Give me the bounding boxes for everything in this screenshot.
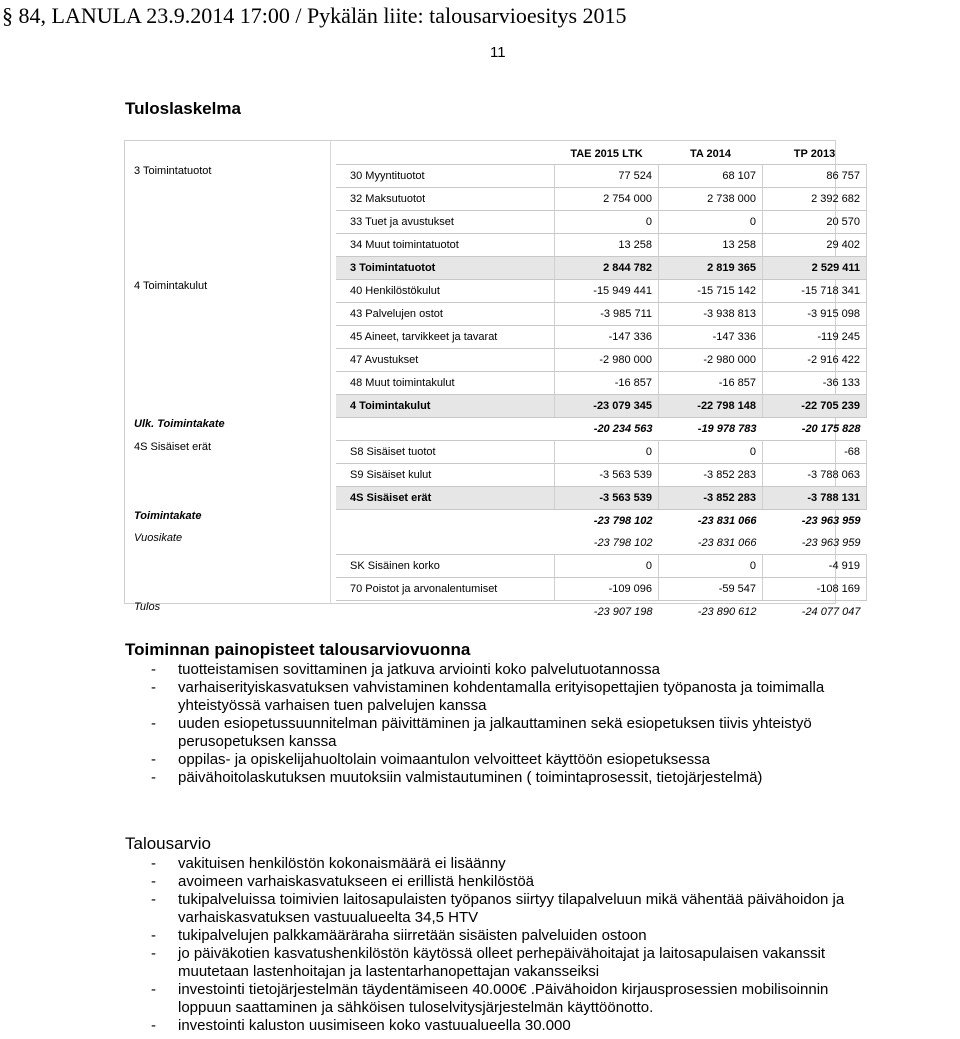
row-value: 2 529 411 — [763, 257, 867, 280]
document-header: § 84, LANULA 23.9.2014 17:00 / Pykälän liite: talousarvioesitys 2015 — [2, 3, 627, 28]
row-value: -3 788 131 — [763, 487, 867, 510]
budget-list — [125, 855, 885, 1035]
row-value: -119 245 — [763, 326, 867, 349]
row-group-label: Toimintakate — [134, 509, 202, 522]
table-row — [124, 395, 867, 418]
row-group-label: 4S Sisäiset erät — [134, 440, 212, 453]
row-item-label — [336, 418, 555, 441]
row-value: -2 980 000 — [555, 349, 659, 372]
list-item: - tuotteistamisen sovittaminen ja jatkuva arviointi koko palvelutuotannossa — [125, 661, 885, 679]
list-item: - oppilas- ja opiskelijahuoltolain voimaantulon velvoitteet käyttöön esiopetuksessa — [125, 751, 885, 769]
table-row — [124, 418, 867, 441]
row-value: -108 169 — [763, 578, 867, 601]
row-value: 0 — [555, 555, 659, 578]
row-value: 2 754 000 — [555, 188, 659, 211]
priorities-section — [125, 640, 885, 787]
row-value: 13 258 — [555, 234, 659, 257]
list-item: - vakituisen henkilöstön kokonaismäärä ei lisäänny — [125, 855, 885, 873]
priorities-list — [125, 661, 885, 787]
row-item-label: 32 Maksutuotot — [336, 188, 555, 211]
row-item-label: 30 Myyntituotot — [336, 165, 555, 188]
row-item-label: 34 Muut toimintatuotot — [336, 234, 555, 257]
page-number: 11 — [490, 44, 506, 61]
row-value: -3 852 283 — [659, 464, 763, 487]
row-item-label — [336, 510, 555, 533]
row-value: 2 844 782 — [555, 257, 659, 280]
row-value: -23 831 066 — [697, 537, 757, 549]
income-statement-table — [124, 144, 867, 623]
list-item: - tukipalvelujen palkkamääräraha siirretään sisäisten palveluiden ostoon — [125, 927, 885, 945]
table-row — [124, 326, 867, 349]
row-value: -3 915 098 — [763, 303, 867, 326]
row-item-label: 4S Sisäiset erät — [336, 487, 555, 510]
row-value: -15 715 142 — [659, 280, 763, 303]
row-value: -20 175 828 — [801, 423, 861, 435]
list-item: - varhaiserityiskasvatuksen vahvistaminen kohdentamalla erityisopettajien työpanosta ja toimimalla yhteistyössä varhaisen tuen palvelujen kanssa — [125, 679, 885, 715]
row-item-label: 45 Aineet, tarvikkeet ja tavarat — [336, 326, 555, 349]
row-item-label: 43 Palvelujen ostot — [336, 303, 555, 326]
row-item-label: 70 Poistot ja arvonalentumiset — [336, 578, 555, 601]
row-value: -109 096 — [555, 578, 659, 601]
row-value: -23 907 198 — [593, 606, 653, 618]
row-item-label: 4 Toimintakulut — [336, 395, 555, 418]
table-row — [124, 211, 867, 234]
list-item: - päivähoitolaskutuksen muutoksiin valmistautuminen ( toimintaprosessit, tietojärjestelmä) — [125, 769, 885, 787]
row-value: -3 985 711 — [555, 303, 659, 326]
table-row — [124, 349, 867, 372]
row-value: -22 798 148 — [659, 395, 763, 418]
row-value: -68 — [763, 441, 867, 464]
list-item: - jo päiväkotien kasvatushenkilöstön käytössä olleet perhepäivähoitajat ja laitosapulaisen vakanssit muutetaan lastenhoitajan ja lastentarhanopettajan vakansseiksi — [125, 945, 885, 981]
row-value: 77 524 — [555, 165, 659, 188]
row-item-label: SK Sisäinen korko — [336, 555, 555, 578]
row-value: 0 — [659, 441, 763, 464]
column-header: TAE 2015 LTK — [570, 148, 643, 160]
list-item: - investointi kaluston uusimiseen koko vastuualueella 30.000 — [125, 1017, 885, 1035]
row-value: 86 757 — [763, 165, 867, 188]
row-group-label — [124, 578, 336, 601]
table-row — [124, 441, 867, 464]
table-row — [124, 464, 867, 487]
row-item-label — [336, 601, 555, 624]
row-value: 13 258 — [659, 234, 763, 257]
row-group-label — [124, 555, 336, 578]
column-header: TP 2013 — [793, 148, 836, 160]
row-group-label — [124, 234, 336, 257]
row-value: -2 916 422 — [763, 349, 867, 372]
row-value: -19 978 783 — [697, 423, 757, 435]
row-value: -23 079 345 — [555, 395, 659, 418]
list-item: - tukipalveluissa toimivien laitosapulaisten työpanos siirtyy tilapalveluun mikä vähentää päivähoidon ja varhaiskasvatuksen vastuualueelta 34,5 HTV — [125, 891, 885, 927]
row-group-label: Tulos — [134, 600, 161, 613]
row-group-label: Vuosikate — [134, 532, 183, 544]
row-value: -23 963 959 — [801, 515, 861, 527]
row-value: -15 949 441 — [555, 280, 659, 303]
table-row — [124, 303, 867, 326]
row-item-label: S8 Sisäiset tuotot — [336, 441, 555, 464]
row-value: 68 107 — [659, 165, 763, 188]
row-value: -22 705 239 — [763, 395, 867, 418]
priorities-heading: Toiminnan painopisteet talousarviovuonna — [125, 640, 471, 659]
table-row — [124, 555, 867, 578]
row-group-label — [124, 303, 336, 326]
table-row — [124, 372, 867, 395]
budget-section — [125, 834, 885, 1035]
row-value: 0 — [659, 555, 763, 578]
table-row — [124, 487, 867, 510]
row-value: 0 — [555, 441, 659, 464]
row-value: -16 857 — [555, 372, 659, 395]
row-value: -4 919 — [763, 555, 867, 578]
table-title: Tuloslaskelma — [125, 99, 241, 118]
row-value: -16 857 — [659, 372, 763, 395]
list-item: - investointi tietojärjestelmän täydentämiseen 40.000€ .Päivähoidon kirjausprosessien mobilisoinnin loppuun saattaminen ja sähköisen tuloselvitysjärjestelmän käyttöönotto. — [125, 981, 885, 1017]
row-value: 20 570 — [763, 211, 867, 234]
table-row — [124, 234, 867, 257]
row-item-label: 40 Henkilöstökulut — [336, 280, 555, 303]
budget-heading: Talousarvio — [125, 834, 211, 853]
row-item-label: S9 Sisäiset kulut — [336, 464, 555, 487]
row-group-label — [124, 326, 336, 349]
row-value: -36 133 — [763, 372, 867, 395]
row-value: 0 — [659, 211, 763, 234]
row-item-label — [336, 532, 555, 555]
row-value: -147 336 — [555, 326, 659, 349]
row-item-label: 47 Avustukset — [336, 349, 555, 372]
row-value: -23 798 102 — [593, 515, 653, 527]
row-value: -3 852 283 — [659, 487, 763, 510]
row-group-label: 3 Toimintatuotot — [134, 164, 212, 177]
row-value: -23 890 612 — [697, 606, 757, 618]
row-group-label — [124, 395, 336, 418]
table-row — [124, 510, 867, 533]
row-value: -23 963 959 — [801, 537, 861, 549]
table-row — [124, 578, 867, 601]
row-group-label — [124, 487, 336, 510]
row-value: 29 402 — [763, 234, 867, 257]
table-header-row — [124, 144, 867, 165]
table-row — [124, 257, 867, 280]
row-value: -23 831 066 — [697, 515, 757, 527]
row-group-label — [124, 211, 336, 234]
row-value: -20 234 563 — [593, 423, 653, 435]
table-row — [124, 601, 867, 624]
row-value: -15 718 341 — [763, 280, 867, 303]
row-group-label: Ulk. Toimintakate — [134, 417, 225, 430]
table-row — [124, 165, 867, 188]
row-group-label — [124, 349, 336, 372]
row-item-label: 3 Toimintatuotot — [336, 257, 555, 280]
row-group-label — [124, 464, 336, 487]
row-value: -3 563 539 — [555, 487, 659, 510]
list-item: - avoimeen varhaiskasvatukseen ei erillistä henkilöstöä — [125, 873, 885, 891]
list-item: - uuden esiopetussuunnitelman päivittäminen ja jalkauttaminen sekä esiopetuksen tiivis yhteistyö perusopetuksen kanssa — [125, 715, 885, 751]
row-value: 2 392 682 — [763, 188, 867, 211]
row-value: -3 938 813 — [659, 303, 763, 326]
table-row — [124, 188, 867, 211]
row-group-label — [124, 372, 336, 395]
row-value: -3 788 063 — [763, 464, 867, 487]
row-value: -59 547 — [659, 578, 763, 601]
row-value: 0 — [555, 211, 659, 234]
row-value: 2 738 000 — [659, 188, 763, 211]
row-group-label — [124, 257, 336, 280]
row-item-label: 33 Tuet ja avustukset — [336, 211, 555, 234]
row-value: 2 819 365 — [659, 257, 763, 280]
row-value: -3 563 539 — [555, 464, 659, 487]
row-group-label: 4 Toimintakulut — [134, 279, 208, 292]
table-row — [124, 532, 867, 555]
row-value: -23 798 102 — [593, 537, 653, 549]
table-row — [124, 280, 867, 303]
row-value: -147 336 — [659, 326, 763, 349]
column-header: TA 2014 — [690, 148, 731, 160]
row-value: -2 980 000 — [659, 349, 763, 372]
row-item-label: 48 Muut toimintakulut — [336, 372, 555, 395]
row-group-label — [124, 188, 336, 211]
row-value: -24 077 047 — [801, 606, 861, 618]
